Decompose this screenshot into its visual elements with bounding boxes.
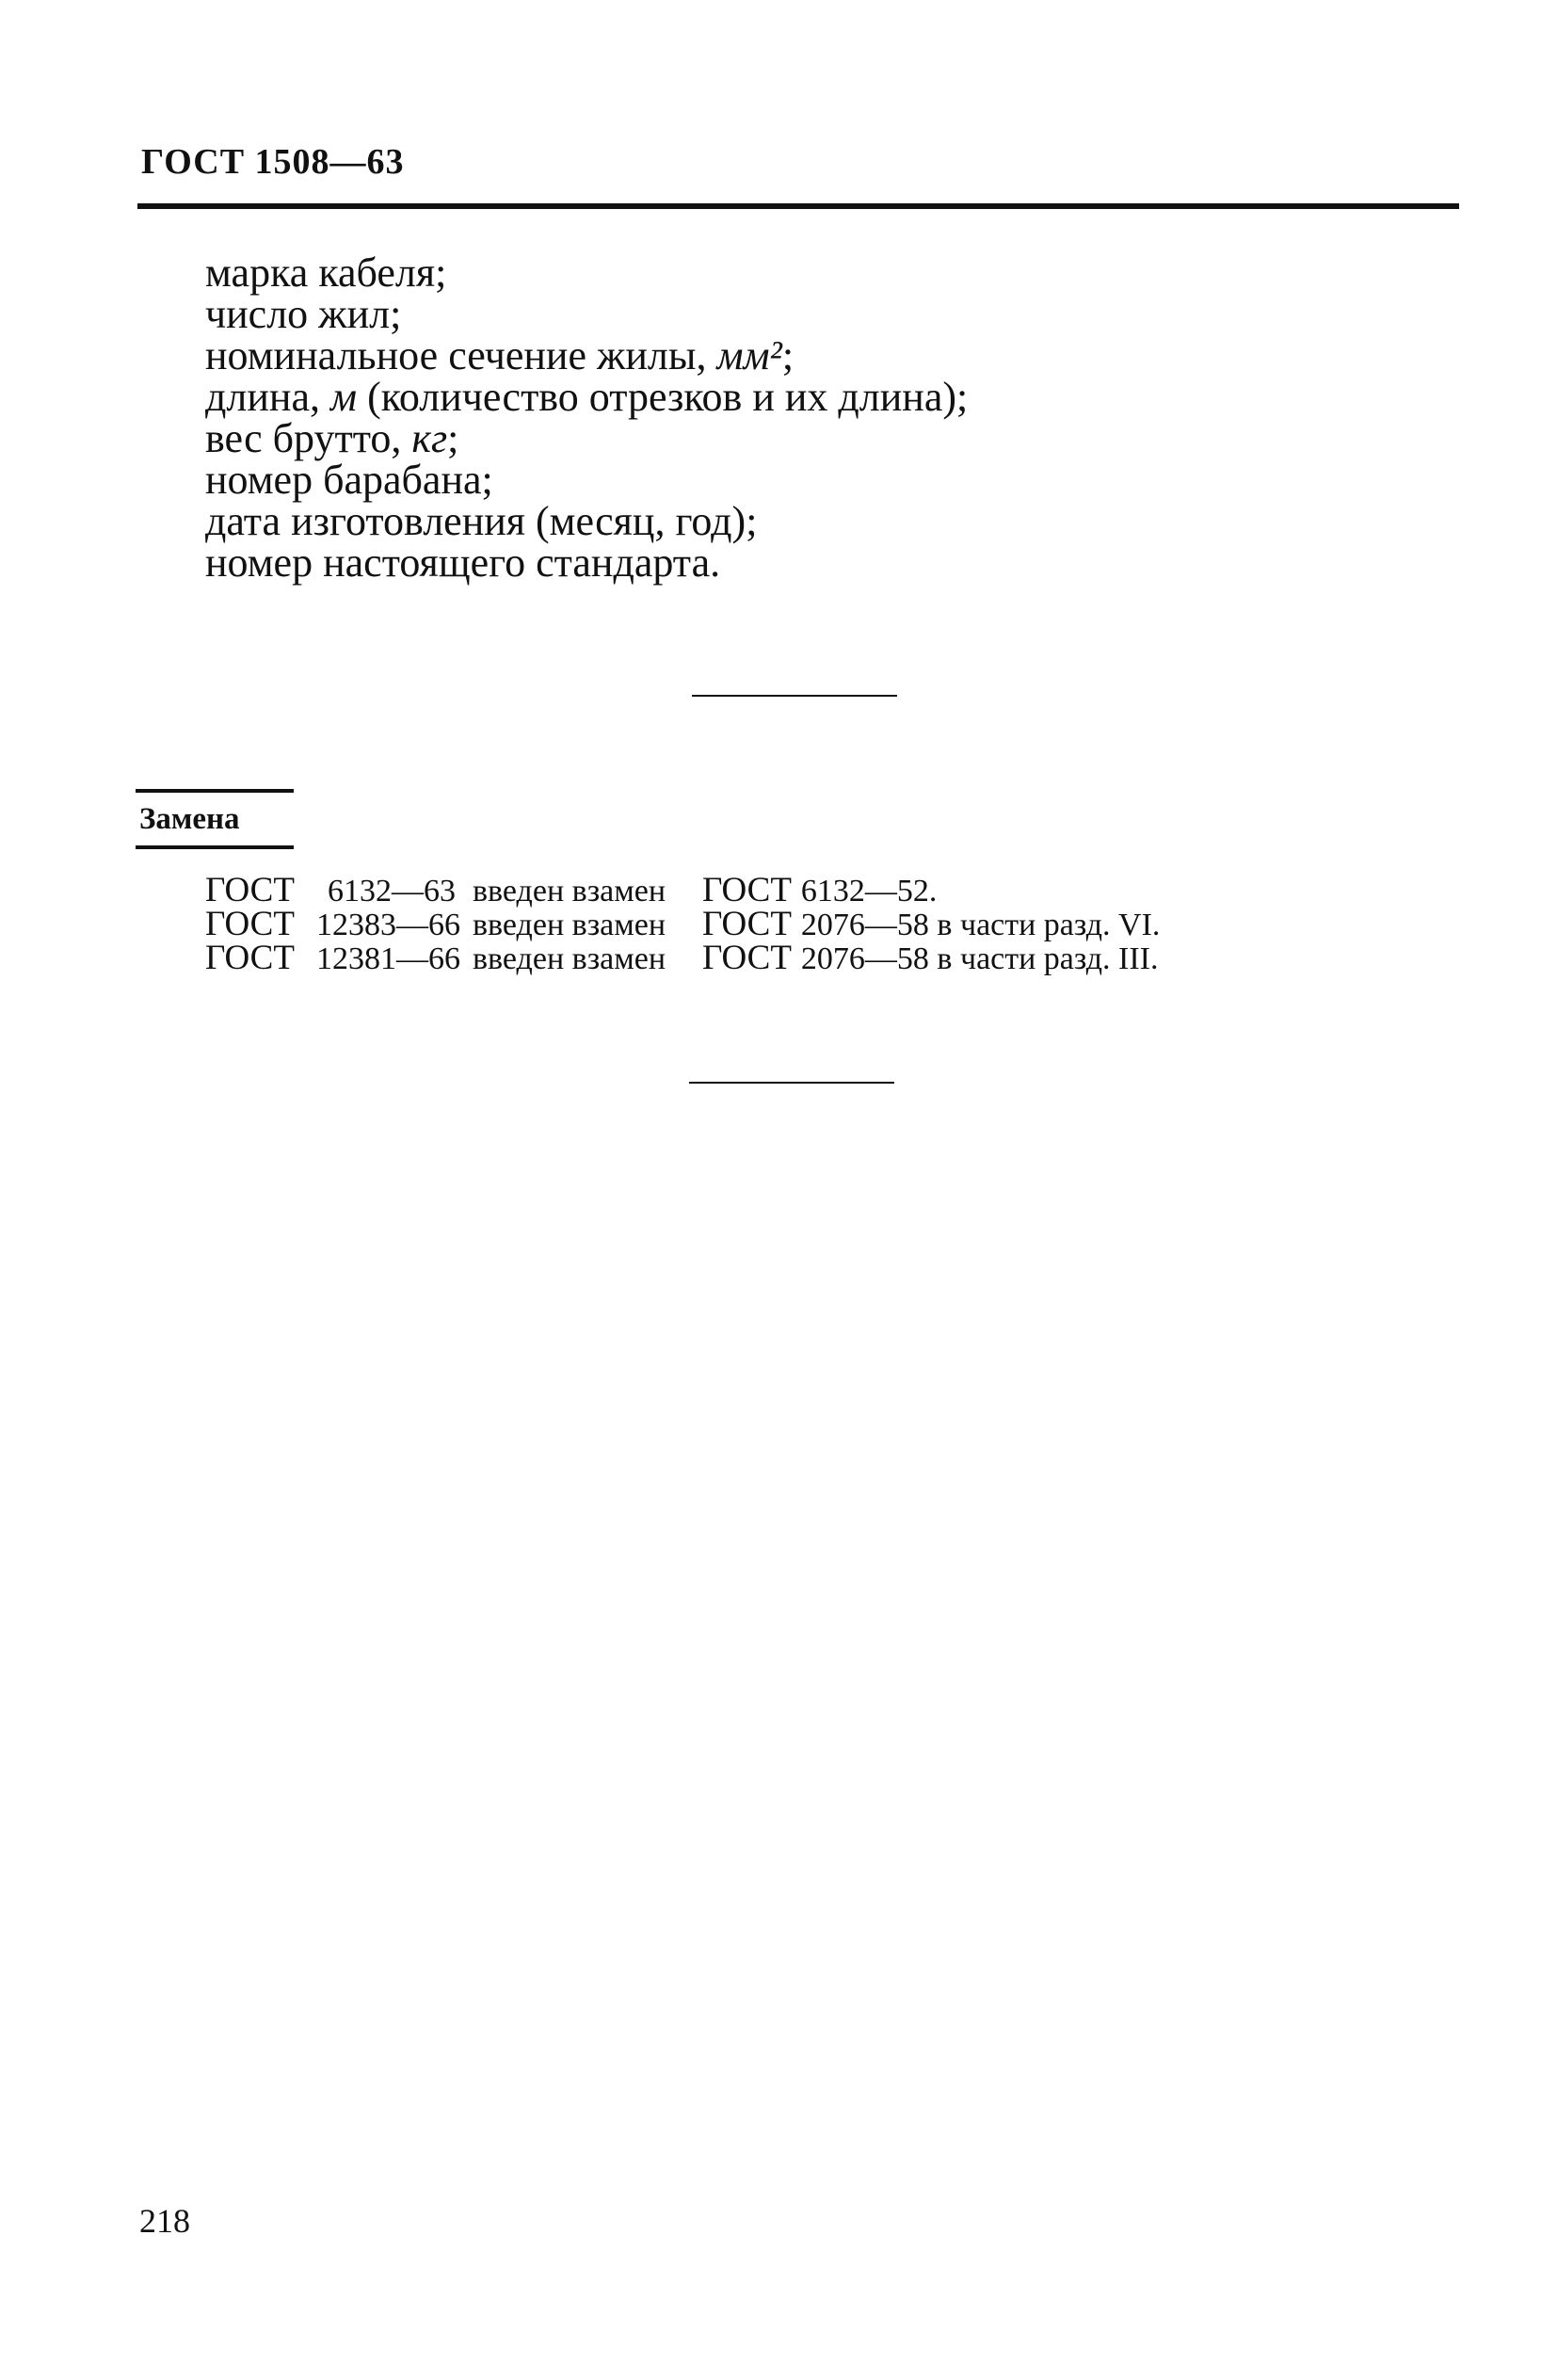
page-number: 218 bbox=[139, 2202, 190, 2240]
unit: м bbox=[329, 374, 358, 420]
list-item: число жил; bbox=[205, 291, 402, 337]
document-header: ГОСТ 1508—63 bbox=[141, 142, 405, 182]
replacement-title-rule-bottom bbox=[136, 845, 294, 849]
list-item: номер барабана; bbox=[205, 457, 493, 503]
replacement-title: Замена bbox=[139, 802, 240, 836]
list-item: ГОСТ 12381—66 введен взамен ГОСТ 2076—58 в части разд. III. bbox=[205, 939, 1159, 977]
list-item: номинальное сечение жилы, мм²; bbox=[205, 332, 795, 378]
unit: мм² bbox=[716, 332, 782, 378]
list-item: дата изготовления (месяц, год); bbox=[205, 498, 758, 544]
section-separator bbox=[692, 695, 897, 697]
section-separator bbox=[689, 1082, 894, 1084]
list-item: длина, м (количество отрезков и их длина); bbox=[205, 374, 969, 420]
replacement-list bbox=[205, 871, 1161, 977]
list-item: номер настоящего стандарта. bbox=[205, 539, 721, 586]
list-item: марка кабеля; bbox=[205, 249, 447, 296]
list-item: ГОСТ 6132—63 введен взамен ГОСТ 6132—52. bbox=[205, 871, 938, 909]
marking-list bbox=[205, 249, 969, 586]
unit: кг bbox=[411, 415, 448, 461]
list-item: ГОСТ 12383—66 введен взамен ГОСТ 2076—58 в части разд. VI. bbox=[205, 905, 1161, 943]
header-rule bbox=[137, 203, 1459, 209]
replacement-title-rule-top bbox=[136, 789, 294, 793]
list-item: вес брутто, кг; bbox=[205, 415, 459, 461]
